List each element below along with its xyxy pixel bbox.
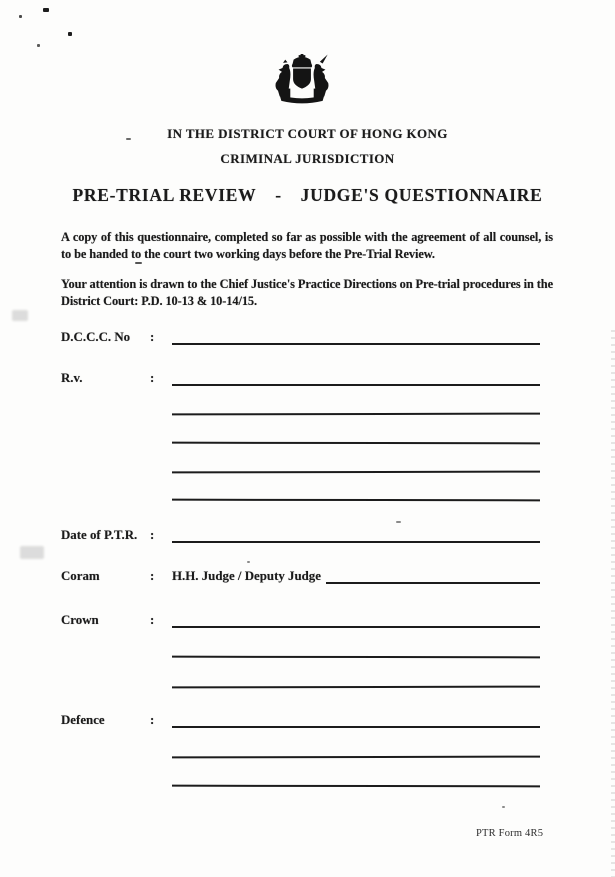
scan-speckle: [43, 8, 49, 12]
instruction-paragraph-1: A copy of this questionnaire, completed so far as possible with the agreement of all counsel, is to be handed to the court two working days before the Pre-Trial Review.: [61, 230, 553, 261]
scan-speckle: [135, 262, 142, 264]
defence-colon: :: [150, 713, 155, 727]
field-row-date-of-ptr: [61, 528, 540, 543]
field-row-rv: [61, 371, 540, 386]
dccc-no-colon: :: [150, 330, 155, 344]
royal-coat-of-arms-icon: [268, 54, 336, 112]
coram-writing-line: [326, 569, 540, 584]
field-row-defence: [61, 713, 540, 728]
defence-writing-line-3: [172, 785, 540, 788]
field-row-crown: [61, 613, 540, 628]
scan-speckle: [37, 44, 40, 47]
coram-label: Coram: [61, 569, 100, 583]
crown-writing-line-3: [172, 686, 540, 689]
scan-speckle: [68, 32, 72, 36]
scan-speckle: [396, 521, 401, 523]
rv-writing-line-2: [172, 413, 540, 416]
scan-edge-noise: [611, 330, 615, 877]
scan-smudge: [20, 546, 44, 559]
scan-speckle: [247, 561, 250, 563]
crown-colon: :: [150, 613, 155, 627]
form-title: PRE-TRIAL REVIEW - JUDGE'S QUESTIONNAIRE: [72, 185, 543, 205]
crown-writing-line-2: [172, 656, 540, 659]
rv-writing-line-5: [172, 499, 540, 502]
rv-writing-line-4: [172, 471, 540, 474]
date-of-ptr-colon: :: [150, 528, 155, 542]
court-name-heading: IN THE DISTRICT COURT OF HONG KONG: [167, 126, 448, 141]
scan-speckle: [19, 15, 22, 18]
field-row-coram: [61, 569, 540, 584]
form-reference-footer: PTR Form 4R5: [476, 828, 544, 839]
defence-label: Defence: [61, 713, 105, 727]
scan-smudge: [12, 310, 28, 321]
coram-judge-prefix: H.H. Judge / Deputy Judge: [172, 569, 321, 583]
defence-writing-line-2: [172, 756, 540, 759]
dccc-no-writing-line: [172, 330, 540, 345]
date-of-ptr-writing-line: [172, 528, 540, 543]
instruction-paragraph-2: Your attention is drawn to the Chief Justice's Practice Directions on Pre-trial procedures in the District Court: P.D. 10-13 & 10-14/15.: [61, 277, 553, 308]
rv-colon: :: [150, 371, 155, 385]
date-of-ptr-label: Date of P.T.R.: [61, 528, 138, 542]
scan-speckle: [126, 138, 131, 140]
rv-label: R.v.: [61, 371, 83, 385]
dccc-no-label: D.C.C.C. No: [61, 330, 131, 344]
jurisdiction-heading: CRIMINAL JURISDICTION: [220, 151, 395, 166]
coram-colon: :: [150, 569, 155, 583]
rv-writing-line-1: [172, 371, 540, 386]
scan-speckle: [502, 806, 505, 808]
crown-label: Crown: [61, 613, 99, 627]
crown-writing-line-1: [172, 613, 540, 628]
rv-writing-line-3: [172, 442, 540, 445]
field-row-dccc-no: [61, 330, 540, 345]
defence-writing-line-1: [172, 713, 540, 728]
